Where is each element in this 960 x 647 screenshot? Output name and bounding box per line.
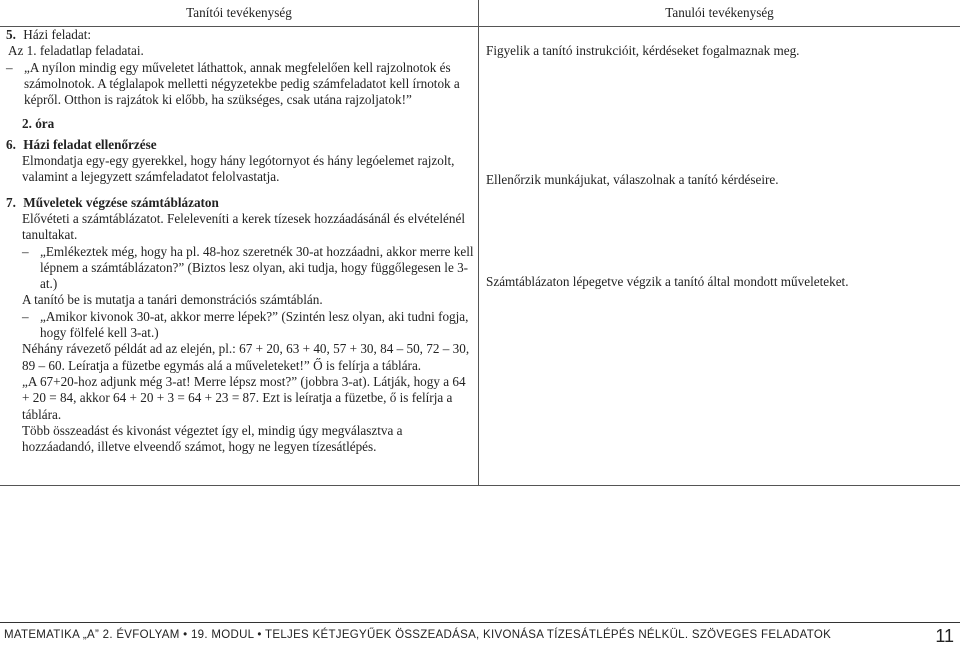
column-divider — [478, 0, 479, 486]
section-5-title: Házi feladat: — [23, 27, 92, 42]
section-6-number: 6. — [6, 136, 16, 152]
section-5-heading — [6, 27, 474, 43]
dash-marker: – — [22, 243, 29, 259]
section-5-line: Az 1. feladatlap feladatai. — [8, 43, 144, 59]
dash-marker: – — [22, 308, 29, 324]
table-bottom-border — [0, 485, 960, 486]
section-6-heading — [6, 137, 474, 153]
page-number: 11 — [935, 626, 954, 646]
section-6-title: Házi feladat ellenőrzése — [23, 136, 157, 152]
student-activity-6: Ellenőrzik munkájukat, válaszolnak a tanító kérdéseire. — [486, 172, 779, 187]
student-activity-header: Tanulói tevékenység — [665, 5, 774, 20]
section-7-p2: A tanító be is mutatja a tanári demonstrációs számtáblán. — [22, 292, 323, 308]
section-7-number: 7. — [6, 194, 16, 210]
section-7-p5: Több összeadást és kivonást végeztet így el, mindig úgy megválasztva a hozzáadandó, illetve elveendő számot, hogy ne legyen tízesátlépés. — [22, 422, 403, 455]
section-5-number: 5. — [6, 27, 16, 42]
section-5-quote-text: „A nyílon mindig egy műveletet láthattok, annak megfelelően kell rajzolnotok és számolnotok. A téglalapok melletti négyzetekbe pedig számfeladatot kell írnotok a képről. Otthon is rajzátok ki előbb, ha szükséges, csak utána rajzoljatok!” — [24, 59, 460, 108]
section-7-title: Műveletek végzése számtáblázaton — [23, 194, 219, 210]
teacher-activity-header: Tanítói tevékenység — [186, 5, 292, 20]
dash-marker: – — [6, 59, 13, 75]
footer-running-title: MATEMATIKA „A” 2. ÉVFOLYAM • 19. MODUL • TELJES KÉTJEGYŰEK ÖSSZEADÁSA, KIVONÁSA TÍZESÁTLÉPÉS NÉLKÜL. SZÖVEGES FELADATOK — [4, 629, 832, 641]
section-7-p4: „A 67+20-hoz adjunk még 3-at! Merre lépsz most?” (jobbra 3-at). Látják, hogy a 64 + 20 = 84, akkor 64 + 20 + 3 = 64 + 23 = 87. Ezt is leíratja a füzetbe, ő is felírja a táblára. — [22, 373, 466, 422]
section-7-heading — [6, 195, 474, 211]
lesson-two-label: 2. óra — [22, 116, 55, 132]
section-7-q2-text: „Amikor kivonok 30-at, akkor merre lépek?” (Szintén lesz olyan, aki tudni fogja, hogy fölfelé kell 3-at.) — [40, 308, 469, 341]
section-7-p3: Néhány rávezető példát ad az elején, pl.: 67 + 20, 63 + 40, 57 + 30, 84 – 50, 72 – 30, 89 – 60. Leíratja a füzetbe egymás alá a műveleteket!” Ő is felírja a táblára. — [22, 341, 470, 373]
section-7-question-1 — [6, 244, 474, 293]
footer-rule — [0, 622, 960, 623]
section-7-question-2 — [6, 309, 474, 342]
student-activity-5: Figyelik a tanító instrukcióit, kérdéseket fogalmaznak meg. — [486, 43, 800, 58]
section-7-q1-text: „Emlékeztek még, hogy ha pl. 48-hoz szeretnék 30-at hozzáadni, akkor merre kell lépnem a számtáblázaton?” (Biztos lesz olyan, aki tudja, hogy függőlegesen le 3-at.) — [40, 243, 474, 292]
section-7-p1: Elővéteti a számtáblázatot. Feleleveníti a kerek tízesek hozzáadásánál és elvételénél tanultakat. — [22, 210, 466, 243]
section-6-text: Elmondatja egy-egy gyerekkel, hogy hány legótornyot és hány legóelemet rajzolt, valamint a lejegyzett számfeladatot felolvastatja. — [22, 153, 455, 185]
section-5-quote — [6, 60, 474, 109]
student-activity-7: Számtáblázaton lépegetve végzik a tanító által mondott műveleteket. — [486, 274, 849, 289]
teacher-activity-column — [6, 27, 474, 455]
